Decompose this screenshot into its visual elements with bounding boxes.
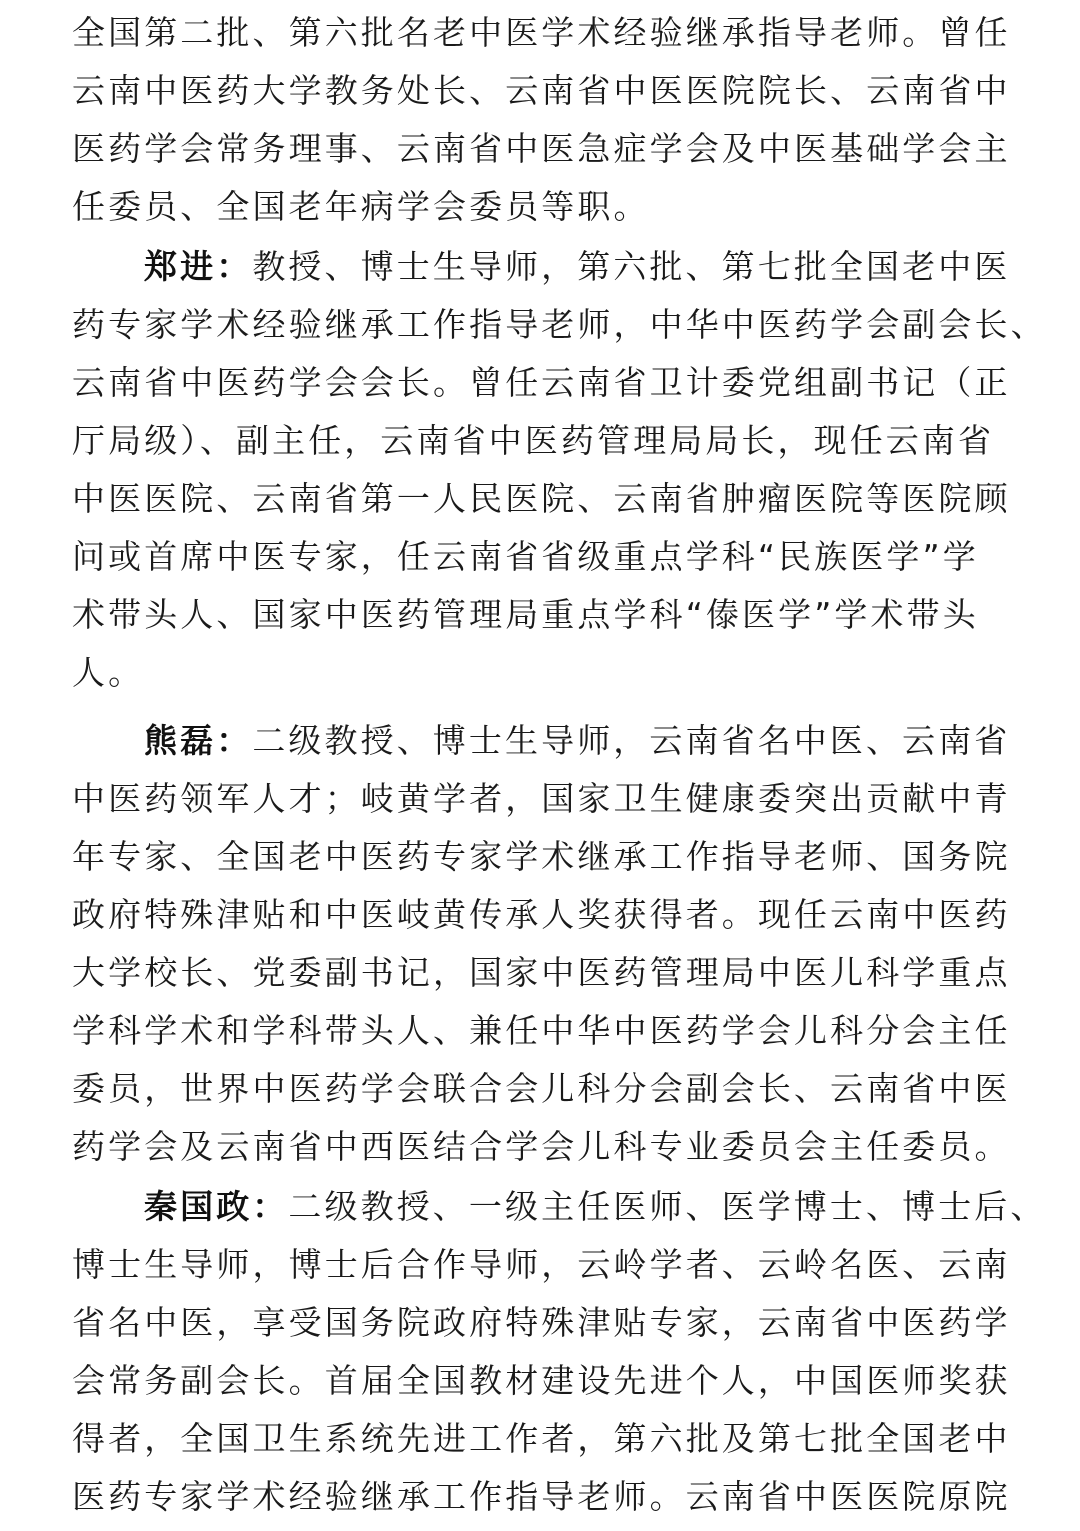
person-name: 熊磊：: [144, 721, 253, 760]
text-line: 政府特殊津贴和中医岐黄传承人奖获得者。现任云南中医药: [72, 895, 1011, 934]
text-line: 医药专家学术经验继承工作指导老师。云南省中医医院原院: [72, 1477, 1011, 1516]
bio-text: 二级教授、博士生导师，云南省名中医、云南省: [252, 721, 1011, 760]
text-line: 得者，全国卫生系统先进工作者，第六批及第七批全国老中: [72, 1419, 1011, 1458]
text-line: 术带头人、国家中医药管理局重点学科“傣医学”学术带头: [72, 595, 979, 634]
text-line: 年专家、全国老中医药专家学术继承工作指导老师、国务院: [72, 837, 1011, 876]
text-line: 省名中医，享受国务院政府特殊津贴专家，云南省中医药学: [72, 1303, 1011, 1342]
text-line: 委员，世界中医药学会联合会儿科分会副会长、云南省中医: [72, 1069, 1011, 1108]
bio-text: 二级教授、一级主任医师、医学博士、博士后、: [288, 1187, 1047, 1226]
text-line: 任委员、全国老年病学会委员等职。: [72, 187, 650, 226]
text-line: [72, 1178, 1047, 1236]
text-line: 会常务副会长。首届全国教材建设先进个人，中国医师奖获: [72, 1361, 1011, 1400]
text-line: 中医药领军人才；岐黄学者，国家卫生健康委突出贡献中青: [72, 779, 1011, 818]
person-name: 郑进：: [144, 247, 253, 286]
document-page: [72, 4, 1047, 1526]
text-line: 中医医院、云南省第一人民医院、云南省肿瘤医院等医院顾: [72, 479, 1011, 518]
text-line: [72, 712, 1012, 770]
bio-paragraph-qin-guozheng: [72, 1178, 1047, 1526]
paragraph-continuation: [72, 4, 1012, 236]
text-line: 云南省中医药学会会长。曾任云南省卫计委党组副书记（正: [72, 363, 1011, 402]
bio-paragraph-xiong-lei: [72, 712, 1012, 1176]
person-name: 秦国政：: [144, 1187, 289, 1226]
text-line: 博士生导师，博士后合作导师，云岭学者、云岭名医、云南: [72, 1245, 1011, 1284]
text-line: 厅局级）、副主任，云南省中医药管理局局长，现任云南省: [72, 421, 995, 460]
bio-text: 教授、博士生导师，第六批、第七批全国老中医: [252, 247, 1011, 286]
text-line: 人。: [72, 653, 145, 692]
text-line: 问或首席中医专家，任云南省省级重点学科“民族医学”学: [72, 537, 979, 576]
text-line: 学科学术和学科带头人、兼任中华中医药学会儿科分会主任: [72, 1011, 1011, 1050]
text-line: 全国第二批、第六批名老中医学术经验继承指导老师。曾任: [72, 13, 1011, 52]
text-line: 药专家学术经验继承工作指导老师，中华中医药学会副会长、: [72, 305, 1047, 344]
text-line: 药学会及云南省中西医结合学会儿科专业委员会主任委员。: [72, 1127, 1011, 1166]
text-line: [72, 238, 1012, 296]
text-line: 大学校长、党委副书记，国家中医药管理局中医儿科学重点: [72, 953, 1011, 992]
bio-paragraph-zheng-jin: [72, 238, 1047, 702]
text-line: 医药学会常务理事、云南省中医急症学会及中医基础学会主: [72, 129, 1011, 168]
text-line: 云南中医药大学教务处长、云南省中医医院院长、云南省中: [72, 71, 1011, 110]
